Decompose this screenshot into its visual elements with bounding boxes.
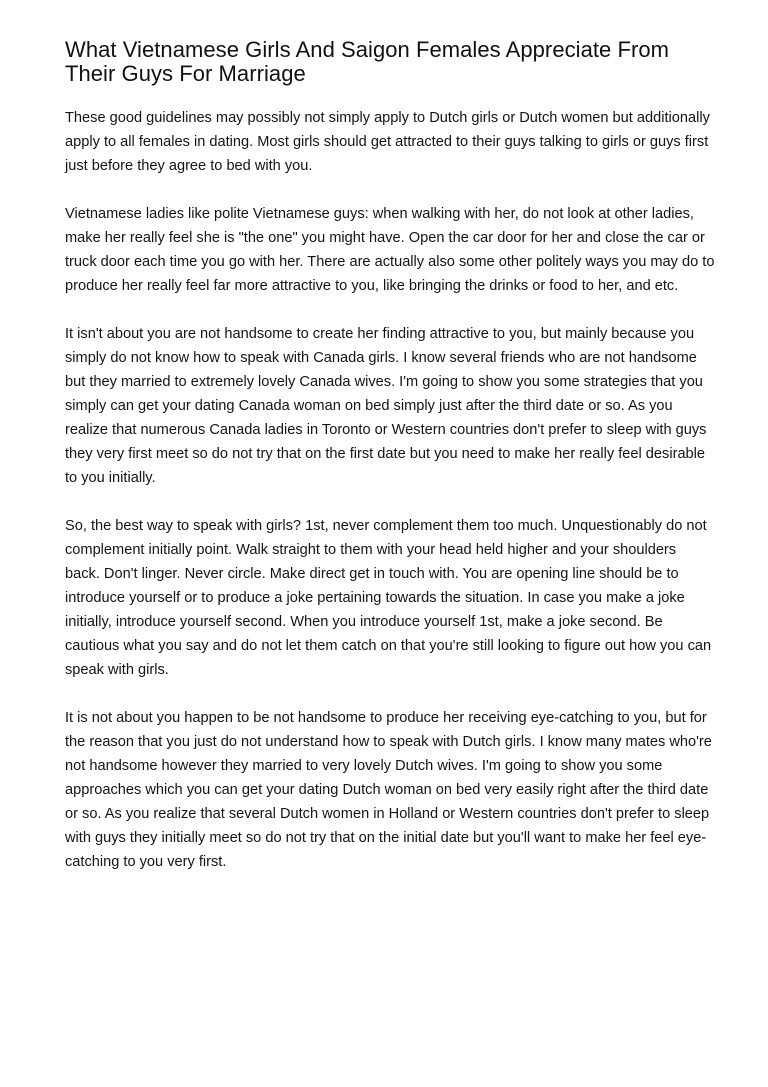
paragraph-2: Vietnamese ladies like polite Vietnamese guys: when walking with her, do not look at other ladies, make her really feel she is "the one" you might have. Open the car door for her and close the car or truck door each time you go with her. There are actually also some other politely ways you may do to produce her really feel far more attractive to you, like bringing the drinks or food to her, and etc.	[65, 206, 715, 294]
paragraph-4: So, the best way to speak with girls? 1st, never complement them too much. Unquestionably do not complement initially point. Walk straight to them with your head held higher and your shoulders back. Don't linger. Never circle. Make direct get in touch with. You are opening line should be to introduce yourself or to produce a joke pertaining towards the situation. In case you make a joke initially, introduce yourself second. When you introduce yourself 1st, make a joke second. Be cautious what you say and do not let them catch on that you're still looking to figure out how you can speak with girls.	[65, 518, 712, 678]
paragraph-1: These good guidelines may possibly not simply apply to Dutch girls or Dutch women but additionally apply to all females in dating. Most girls should get attracted to their guys talking to girls or guys first just before they agree to bed with you.	[65, 110, 710, 174]
document-page	[65, 38, 715, 874]
paragraph-3: It isn't about you are not handsome to create her finding attractive to you, but mainly because you simply do not know how to speak with Canada girls. I know several friends who are not handsome but they married to extremely lovely Canada wives. I'm going to show you some strategies that you simply can get your dating Canada woman on bed simply just after the third date or so. As you realize that numerous Canada ladies in Toronto or Western countries don't prefer to sleep with guys they very first meet so do not try that on the first date but you need to make her really feel desirable to you initially.	[65, 326, 707, 486]
page-title: What Vietnamese Girls And Saigon Females Appreciate From Their Guys For Marriage	[65, 37, 670, 86]
paragraph-5: It is not about you happen to be not handsome to produce her receiving eye-catching to you, but for the reason that you just do not understand how to speak with Dutch girls. I know many mates who're not handsome however they married to very lovely Dutch wives. I'm going to show you some approaches which you can get your dating Dutch woman on bed very easily right after the third date or so. As you realize that several Dutch women in Holland or Western countries don't prefer to sleep with guys they initially meet so do not try that on the initial date but you'll want to make her feel eye-catching to you very first.	[65, 710, 712, 870]
